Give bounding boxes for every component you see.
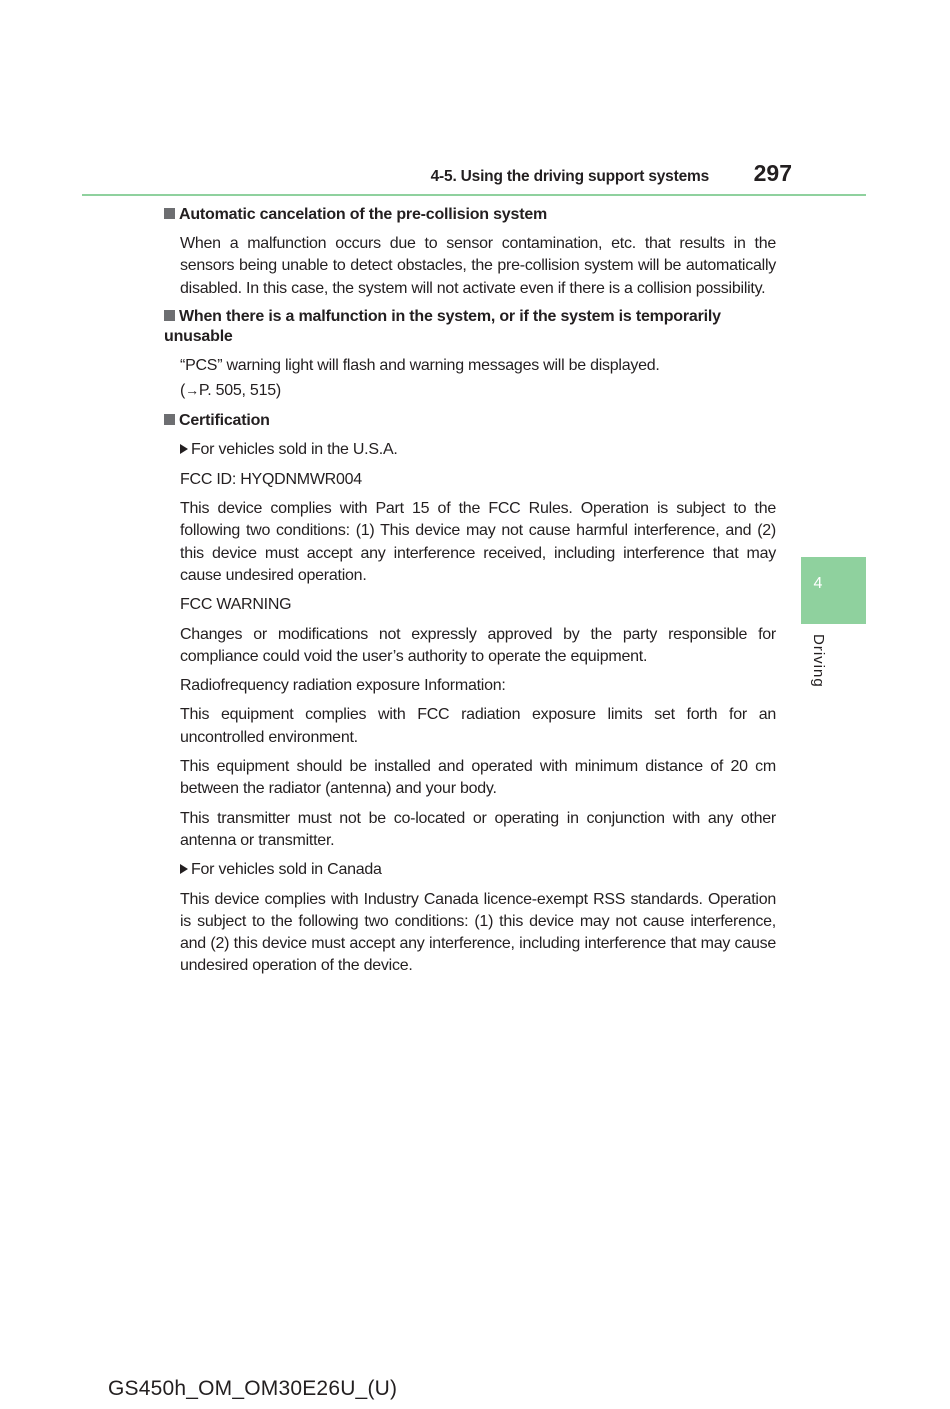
paragraph-distance: This equipment should be installed and operated with minimum distance of 20 cm between the radiator (antenna) and your body. bbox=[180, 758, 776, 798]
page-reference bbox=[180, 379, 776, 402]
canada-label-text: For vehicles sold in Canada bbox=[191, 861, 382, 879]
chapter-tab bbox=[801, 557, 866, 624]
chapter-number: 4 bbox=[813, 575, 823, 592]
paragraph-modifications: Changes or modifications not expressly approved by the party responsible for compliance could void the user’s authority to operate the equipment. bbox=[180, 625, 776, 665]
page-number: 297 bbox=[753, 160, 792, 186]
heading-certification-text: Certification bbox=[179, 412, 270, 430]
square-bullet-icon bbox=[164, 414, 175, 425]
canada-label bbox=[180, 859, 776, 881]
usa-label bbox=[180, 439, 776, 461]
paragraph-rf-exposure-title: Radiofrequency radiation exposure Information: bbox=[180, 677, 506, 695]
heading-malfunction bbox=[164, 307, 776, 347]
heading-malfunction-text: When there is a malfunction in the system, or if the system is temporarily unusable bbox=[164, 307, 721, 345]
heading-certification bbox=[164, 411, 776, 431]
fcc-warning: FCC WARNING bbox=[180, 596, 292, 614]
reference-open-paren: ( bbox=[180, 382, 186, 400]
reference-pages: P. 505, 515) bbox=[198, 382, 281, 400]
document-code: GS450h_OM_OM30E26U_(U) bbox=[108, 1377, 398, 1400]
chapter-label: Driving bbox=[810, 634, 827, 688]
paragraph-rf-limits: This equipment complies with FCC radiation exposure limits set forth for an uncontrolled environment. bbox=[180, 706, 776, 746]
section-title: 4-5. Using the driving support systems bbox=[430, 168, 709, 185]
triangle-bullet-icon bbox=[180, 864, 188, 874]
paragraph-industry-canada: This device complies with Industry Canada licence-exempt RSS standards. Operation is subject to the following two conditions: (1) this device may not cause interference, and (2) this device must accept any interference, including interference that may cause undesired operation of the device. bbox=[180, 890, 776, 975]
paragraph-fcc-part15: This device complies with Part 15 of the FCC Rules. Operation is subject to the following two conditions: (1) This device may not cause harmful interference, and (2) this device must accept any interference received, including interference that may cause undesired operation. bbox=[180, 500, 776, 584]
usa-label-text: For vehicles sold in the U.S.A. bbox=[191, 441, 398, 459]
page-header bbox=[82, 160, 866, 196]
square-bullet-icon bbox=[164, 208, 175, 219]
triangle-bullet-icon bbox=[180, 444, 188, 454]
paragraph-auto-cancel: When a malfunction occurs due to sensor contamination, etc. that results in the sensors being unable to detect obstacles, the pre-collision system will be automatically disabled. In this case, the system will not activate even if there is a collision possibility. bbox=[180, 235, 776, 297]
main-content bbox=[164, 205, 776, 985]
paragraph-malfunction: “PCS” warning light will flash and warning messages will be displayed. bbox=[180, 356, 660, 374]
square-bullet-icon bbox=[164, 310, 175, 321]
arrow-right-icon: → bbox=[185, 382, 199, 399]
heading-auto-cancel-text: Automatic cancelation of the pre-collision system bbox=[179, 206, 548, 223]
paragraph-co-location: This transmitter must not be co-located or operating in conjunction with any other antenna or transmitter. bbox=[180, 809, 776, 849]
fcc-id: FCC ID: HYQDNMWR004 bbox=[180, 470, 362, 488]
heading-auto-cancel bbox=[164, 205, 776, 225]
